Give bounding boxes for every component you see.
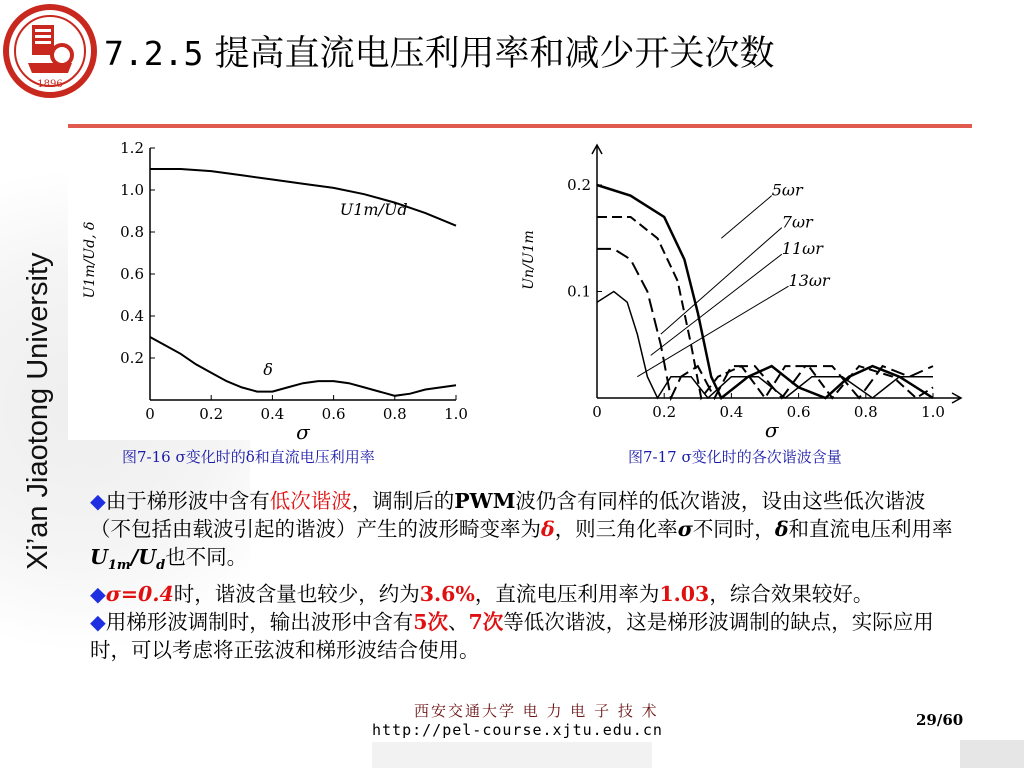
bullet-icon: ◆ [90,610,106,635]
figure-7-16-chart [68,130,488,440]
body-text [90,487,960,664]
page-title [104,26,775,76]
x-tick-label: 0.6 [321,405,346,423]
series-label: U1m/Ud [339,200,408,220]
title-rule [68,124,972,128]
university-logo [2,3,98,99]
figure-7-17-caption: 图7-17 σ变化时的各次谐波含量 [628,448,842,466]
series-label: 7ωr [781,212,813,232]
paragraph-1: ◆由于梯形波中含有低次谐波，调制后的PWM波仍含有同样的低次谐波，设由这些低次谐波（不包括由载波引起的谐波）产生的波形畸变率为δ，则三角化率σ不同时，δ和直流电压利用率$U_{1m}/U_d$也不同。 [90,489,953,574]
figure-7-16-caption: 图7-16 σ变化时的δ和直流电压利用率 [122,448,375,466]
x-axis-label: σ [764,418,779,440]
y-tick-label: 0.4 [120,307,144,325]
series-label: 5ωr [771,180,803,200]
x-tick-label: 0.2 [199,405,224,423]
course-url-link[interactable]: http://pel-course.xjtu.edu.cn [372,721,663,739]
y-tick-label: 1.0 [120,181,144,199]
x-axis-label: σ [296,420,310,440]
x-tick-label: 0.6 [786,403,811,421]
y-tick-label: 0.8 [120,223,144,241]
section-number: 7.2.5 [104,34,204,73]
page-number: 29/60 [916,711,964,729]
watermark-corner [960,740,1024,768]
logo-year: 1896 [37,79,63,90]
x-tick-label: 0 [145,405,155,423]
y-tick-label: 0.2 [120,349,144,367]
university-name-vertical: Xi’an Jiaotong University [22,252,54,570]
x-tick-label: 0.4 [719,403,744,421]
x-tick-label: 1.0 [921,403,945,421]
figure-7-17-chart [505,130,970,440]
series-label: 13ωr [788,271,830,291]
footer-band [372,742,652,768]
y-tick-label: 1.2 [120,139,144,157]
y-axis-label: U1m/Ud, δ [82,221,98,299]
series-label: 11ωr [781,239,823,259]
paragraph-3: ◆用梯形波调制时，输出波形中含有5次、7次等低次谐波，这是梯形波调制的缺点，实际应用时，可以考虑将正弦波和梯形波结合使用。 [90,610,934,663]
course-logo-text: 西安交通大学 电 力 电 子 技 术 [414,702,659,720]
x-tick-label: 0 [592,403,602,421]
y-tick-label: 0.2 [567,176,591,194]
series-label: δ [263,359,273,379]
sigma-symbol: σ [677,517,693,541]
title-text: 提高直流电压利用率和减少开关次数 [214,34,775,74]
y-axis-label: Un/U1m [521,230,537,290]
x-tick-label: 0.8 [853,403,878,421]
x-tick-label: 0.4 [260,405,285,423]
y-tick-label: 0.6 [120,265,144,283]
delta-symbol: δ [541,517,555,541]
x-tick-label: 0.8 [382,405,407,423]
bullet-icon: ◆ [90,582,106,607]
paragraph-2: ◆σ=0.4时，谐波含量也较少，约为3.6%，直流电压利用率为1.03，综合效果较好。 [90,582,874,607]
x-tick-label: 1.0 [444,405,468,423]
bullet-icon: ◆ [90,489,106,513]
y-tick-label: 0.1 [567,282,591,301]
x-tick-label: 0.2 [652,403,677,421]
